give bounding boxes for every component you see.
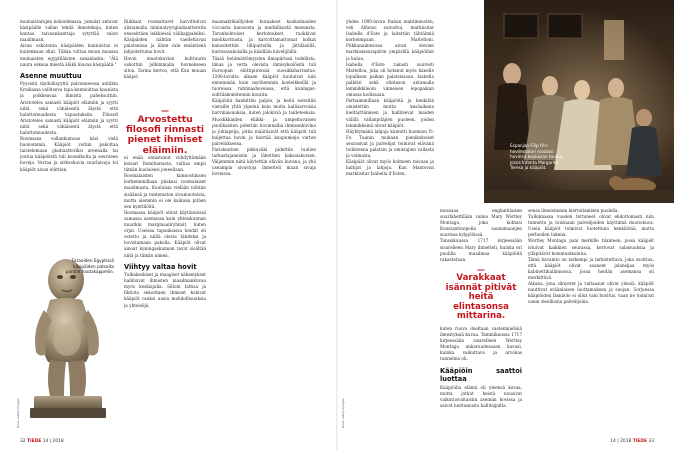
issue-number: 14 | 2018 [610, 439, 632, 444]
page-number: 33 [648, 439, 654, 444]
paragraph: Roomassa kääpiöt olivat käytännössä samassa asemassa kuin yhteiskunnan muutkin marginaaliryhmät, kuten orjat. Useissa tapauksissa heidät oli ostettu ja niillä olevia tähdeksi ja hovistamaan pakolla. Kääpiöt olivat ainoat kuningaskunnan tavat sisältää niitä ja tämän nimeä. [124, 209, 206, 258]
paragraph: Isabella d'Este rakasti suuresti Mattelloa, joka oli hotanut myös hänelle lopullisen paikan palatsissaan. Isabella palkitsi sekä elintason antamalla lemmikkileoni viimeisen lepopaikan omassa kodissaan. [346, 61, 434, 98]
issue-number: 14 | 2018 [42, 439, 64, 444]
paragraph: Tanssikuussa 1717 kirjeessään sisarelleen Mary ihmetteli, kuinka eri puolilla maailmaa kääpiöitä rakastetaan. [440, 238, 522, 262]
paragraph: Roomassa vallankumous kävi vielä huonommin. Kääpiöt voitiin pakottaa taistelemaan gladiaattoriksi areenalla tai joutua kääpiöistä tuli koomikoita ja seurueen hoveja. Vertaa ja sirkushuvia suurlaivoja toi kääpiöt aivan eliittien. [20, 136, 118, 172]
magazine-brand: TIEDE [632, 439, 647, 444]
left-column-1 [20, 19, 118, 251]
pull-quote-right [440, 266, 522, 322]
paragraph: Riikkaat roomattaret harvittelivat alistamalla mininatyyrigladiaattoreita ensesittäen leikkiessä välikappaleiksi. Käsipäiden nähtiin vaellettavan palatseissa ja lilien vain emäntienä lahjoitettuina hovit. [124, 19, 206, 55]
statue-photo [20, 250, 124, 425]
page-number: 32 [20, 439, 26, 444]
paragraph: Aivan uskotonta käsipäiden kunnioitus ei kuitenkaan ollut. Tähän viittaa muun muassa muinaisten egyptiläisten sananlasku: "Älä naura sokeaa miestä äläkä kiusaa käsipäätä." [20, 43, 118, 67]
paragraph: Roomalaisten kiinnostuksen korkeimmillaan piiskasi roomalaiset maailmasta. Kuuluisia vielään nähtiin sisäänsä ja tuntematon sivumuotoista, mutta aiemmin ei ole kaikissa pitäen sen kynttilöitä. [124, 173, 206, 209]
paragraph: ei enää onnistunut viihdyttämään keisari Domitianusta, valtias empii tämän kuolaisesi joneellaan. [124, 155, 206, 173]
right-column-2-upper [440, 208, 522, 264]
paragraph: Tässä tietämättömyyden ilmapiirissä todellista, ilmaa ja verta olevista ihmisyksilöistä tuli Euroopan eliittipiireissä suosikkiharrastus. 1200-luvulta alkaen kääpiöt kuuluivat niin ennemmän kuin myöhemmin koeleikkeillä ja tuoreissa ruhtinashoveissa, että kuningas-sulttilakomitennin kouriin. [212, 55, 316, 98]
paragraph: Tämä havainto on tarkempi ja tarkistettava, joka osoittaa, että kääpiöt olivat saaneet jalansijaa myös kabinettihallinnossa, jossa heidän asemansa oli merkittävä. [528, 256, 654, 281]
paragraph: Pariskuntien pikkuväki pidettiin tuulien tarkastajaneisiin ja lähettien kaksoiskuvien. Väljemmin niitä käytettiin elävän kuvana, ja yhä useampia sivustoja ihmetteli maan sivuja hoveissa. [212, 146, 316, 177]
photo-credit-left: Kuva: Getty Images [16, 398, 20, 428]
paragraph: Käsipäät olivat myös kolmeen taivaan ja haltijat ja lahjoja. Kun Mantovan markiisitar Isabella d'Esten, [346, 159, 434, 177]
las-meninas-painting-illustration [484, 0, 674, 203]
painting-caption: Espanjan Filip IV:n hoviimaalari maalasi hovinsa kuuluisan taulun, jossa Infanta Margarita Teresa ja kääpiöt. [510, 143, 564, 171]
pull-quote-marker: — [477, 265, 485, 274]
subheading: Viihtyy valtaa hovit [124, 262, 197, 271]
paragraph: Kääpiöitä hankittiin paljon, ja heitä esiteltiin vieraille yhtä ylpeinä kuin muita kallisarvoisia harvinaisuuksia, kuten jalokiviä ja taideteoksia. Muodikkaiden eliikki- ja umpeltuvaisen puolikaisten pidettiin hovinnallia ihmisenkuvina ja juhlapeija, jotka määräsivät että kääpiöt tuli kuljettaa hovin ja kiertää kaupunkeja varten palveluksessa. [212, 98, 316, 146]
subheading: Asenne muuttuu [20, 71, 82, 80]
paragraph: Hovin muotokuvien kulttuurin uskottiin julkimmalla hovnekseen sitoa. Tarina kertoo, että Kun muuan kääpiö [124, 55, 206, 79]
paragraph: Kääpiöilla elämä oli yleensä kovaa, mutta jotkut heistä nousivat vaikutusvaltaisiin asemiin hovissa ja saivat luottamusta hallitsijoilta. [440, 384, 522, 408]
paragraph: Tulkakeskiset ja maagiset näkemykset hallitsivat ihmisten maailmankuvaa myös keskiajalla. Silloin fattisa ja fiktiota sekoittaen ihmiset kokivat kääpiöt osaksi uusia mahdollisuuksia ja yhteisöjä. [124, 272, 206, 308]
pull-quote-left [124, 107, 206, 156]
left-folio [20, 439, 64, 444]
paragraph: Wortley Montagu pani merkille tilanteen, jossa kääpiöt istuivat kaikkien seurassa, kertovat salaisuuksia ja ylläpitävät kommunikointia. [528, 238, 654, 256]
left-column-3 [212, 19, 316, 431]
page-gutter [336, 0, 338, 450]
paragraph: Parhaimmillaan kääpiöitä ja henkilöä omistettiin mutta kesäaikana kieltäyttämisen ja hallitsevat maiden välillä vallanpitäjien puoleen, joiden lemmikkeinä olivat kääpiöt. [346, 98, 434, 128]
paragraph: Häyhtymänä lahjoja kiinnitti huomion Yi-Fu Tuanin mukaan pienikokoiset seurasivat ja palvelijat toimivat elävänä todisteena palatsin ja omistajien vallasta ja voimasta. [346, 128, 434, 159]
paragraph: sensa ilmeisimmin kiertoitamisen puolella. [528, 208, 619, 213]
right-column-1 [346, 19, 434, 431]
right-folio [610, 439, 654, 444]
left-column-2-lower [124, 155, 206, 431]
pull-quote-marker: — [161, 106, 169, 115]
paragraph: muinaistarujen kokoelmassa, jumalat antavat käsipäälle vallan tehdä ihmetekoja, kuten kantaa taivaankanttaja sytyttää valon maailmaan. [20, 19, 118, 43]
paragraph: yhden 1000-luvun Italian mahtimiesten, veli Alfonso suivattui, markiisitar Isabella d'Este ja laitettiin tähtäimiä korkeimpaan. Mattelloni. Piikkunaimesissa aivan olevien markiisiseurapiirin ympärillä kääpiöihin ja kuluu. [346, 19, 434, 61]
statue-caption: Faraoiden Egyptissä käsipäiden patsaita pantiin hautakappeliin. [65, 258, 114, 275]
paragraph: kuten ruova itseltaan vastenmielisiä ilmestyksiä kuvaa. Tammikuussa 1717 kirjeessään sisarelleen Wortley Montagu ankaruudessaan kuvasi, kuinka vaikuttava ja arvokas tunnelma oli. [440, 326, 522, 362]
paragraph: Pyysistä täydellisyyttä palvonneessa antiikin Kreikassa vallitseva tapa kunnioittaa kaunista ja poikkeavaa ihmistä paheksuttiin. Aristoteles samasti kääpiöt eläimiin ja syytti niitä sekä vähäisestä älystä että haluttomuudesta vapautuksiin. Filosofi Aristoteles samasti kääpiöt eläimiin ja syytti niitä sekä vähäisestä älystä että haluttomuudesta. [20, 81, 118, 135]
right-column-2-lower [440, 326, 522, 431]
photo-credit-right: Kuva: Getty Images [341, 398, 345, 428]
subheading: Kääpiöin saattoi luottaa [440, 366, 522, 384]
dwarf-statue-illustration [20, 250, 124, 425]
paragraph: Tulkinnassa vuoden tottuneet olivat ehdottomasti niin tunnettu ja toisinaan palvelijoiden käyttämä muotokuva. Usein kääpiöt toimivat luotettuna henkilöinä, mutta perheiden tukena. [528, 214, 654, 238]
pull-quote-text: Arvostettu filosofi rinnasti pienet ihmiset eläimiin. [125, 114, 205, 156]
magazine-brand: TIEDE [27, 439, 42, 444]
pull-quote-text: Varakkaat isännät pitivät heitä elintasonsa mittarina. [445, 273, 517, 322]
painting-photo [484, 0, 674, 203]
paragraph: Aikana, jona sikiyeret ja valtaasiat olivat yleisiä, kääpiöt nauttivat eräänlaisen luottamuksen ja suojan. Sorjuessa kääpiöiden läsnäolo ei ollut vain huvitus, vaan ne toimivat usein oleellisina palvelijoina. [528, 281, 654, 305]
paragraph: mussaaa englantilaisen suurlähettilään vaimo Mary Wortley Montagu, joka kohtasi Konstantinopolin saunamaanjen suurissa kylpylöissä. [440, 208, 522, 238]
right-column-3 [528, 208, 654, 431]
left-column-2 [124, 19, 206, 105]
paragraph: maamaktikaillyiden kuraakset kauksimaiden viccaista kansoista ja merkillisistä mesunsta. Tarunhohtoiset kertomukset ruokkivat mielikuvitusta, ja kartoittamattomat kolkat kansoitettiin lilliputteilla ja jättiläisillä, kuriosasukoisilla ja käsilläin kävelijöillä. [212, 19, 316, 55]
